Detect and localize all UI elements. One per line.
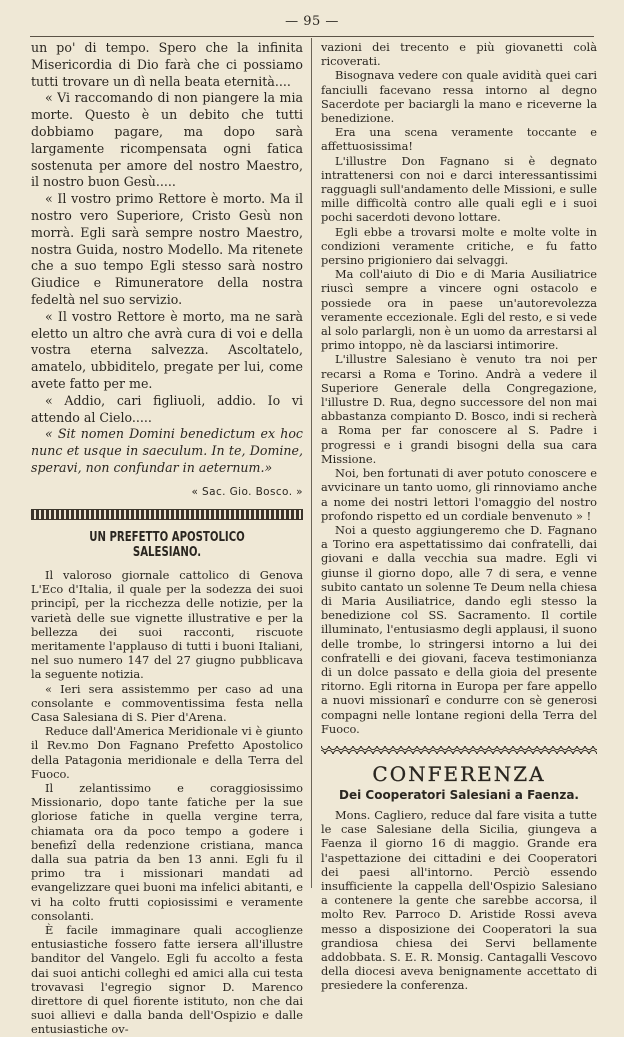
article-paragraph: Ma coll'aiuto di Dio e di Maria Ausiliatrice riuscì sempre a vincere ogni ostacolo e possiede ora in paese un'autorevolezza veramente eccezionale. Egli del resto, e si vede al solo parlargli, non è un uomo da arrestarsi al primo intoppo, nè da lasciarsi intimorire.: [321, 267, 597, 353]
conference-text: [321, 808, 597, 993]
section-paragraph: È facile immaginare quali accoglienze entusiastiche fossero fatte iersera all'illustre banditor del Vangelo. Egli fu accolto a festa dai suoi antichi colleghi ed amici alla cui testa trovavasi l'egregio signor D. Marenco direttore di quel fiorente istituto, non che dai suoi allievi e dalla banda dell'Ospizio e dalle entusiastiche ov-: [31, 923, 303, 1037]
letter-text: [31, 40, 303, 477]
letter-signature: « Sac. Gio. Bosco. »: [191, 485, 303, 498]
right-column: [321, 40, 597, 993]
article-paragraph: vazioni dei trecento e più giovanetti colà ricoverati.: [321, 40, 597, 69]
article-paragraph: L'illustre Don Fagnano si è degnato intrattenersi con noi e darci interessantissimi ragguagli sull'andamento delle Missioni, e sulle mille difficoltà contro alle quali egli e i suoi pochi sacerdoti devono lottare.: [321, 153, 597, 225]
conference-title: CONFERENZA: [372, 761, 546, 786]
letter-paragraph: « Vi raccomando di non piangere la mia morte. Questo è un debito che tutti dobbiamo pagare, ma dopo sarà largamente ricompensata ogni fatica sostenuta per amore del nostro Maestro, il nostro buon Gesù.....: [31, 90, 303, 190]
ornamental-divider: [31, 509, 303, 520]
article-paragraph: Bisognava vedere con quale avidità quei cari fanciulli facevano ressa intorno al degno Sacerdote per baciargli la mano e riceverne la benedizione.: [321, 68, 597, 126]
article-paragraph: Era una scena veramente toccante e affettuosissima!: [321, 125, 597, 154]
letter-paragraph: « Il vostro Rettore è morto, ma ne sarà eletto un altro che avrà cura di voi e della vostra eterna salvezza. Ascoltatelo, amatelo, ubbiditelo, pregate per lui, come avete fatto per me.: [31, 308, 303, 391]
left-column: [31, 40, 303, 1037]
section-paragraph: « Ieri sera assistemmo per caso ad una consolante e commoventissima festa nella Casa Salesiana di S. Pier d'Arena.: [31, 681, 303, 724]
article-paragraph: Egli ebbe a trovarsi molte e molte volte in condizioni veramente critiche, e fu fatto persino prigioniero dai selvaggi.: [321, 224, 597, 268]
letter-paragraph: « Il vostro primo Rettore è morto. Ma il nostro vero Superiore, Cristo Gesù non morrà. Egli sarà sempre nostro Maestro, nostra Guida, nostro Modello. Ma ritenete che a suo tempo Egli stesso sarà nostro Giudice e Rimuneratore della nostra fedeltà nel suo servizio.: [31, 191, 303, 307]
latin-quote: « Sit nomen Domini benedictum ex hoc nunc et usque in saeculum. In te, Domine, speravi, non confundar in aeternum.»: [31, 426, 303, 475]
article-paragraph: Noi, ben fortunati di aver potuto conoscere e avvicinare un tanto uomo, gli rinnoviamo anche a nome dei nostri lettori l'omaggio del nostro profondo rispetto ed un cordiale benvenuto » !: [321, 466, 597, 523]
section-paragraph: Il zelantissimo e coraggiosissimo Missionario, dopo tante fatiche per la sue gloriose fatiche in quella vergine terra, chiamata ora da poco tempo a godere i benefizî della redenzione cristiana, manca dalla sua patria da ben 13 anni. Egli fu il primo tra i missionari mandati ad evangelizzare quei buoni ma infelici abitanti, e vi ha colto frutti copiosissimi e veramente consolanti.: [31, 780, 303, 923]
letter-paragraph: un po' di tempo. Spero che la infinita Misericordia di Dio farà che ci possiamo tutti trovare un dì nella beata eternità....: [31, 40, 303, 89]
header-rule: [30, 36, 594, 37]
section-paragraph: Reduce dall'America Meridionale vi è giunto il Rev.mo Don Fagnano Prefetto Apostolico della Patagonia meridionale e della Terra del Fuoco.: [31, 724, 303, 781]
article-paragraph: L'illustre Salesiano è venuto tra noi per recarsi a Roma e Torino. Andrà a vedere il Superiore Generale della Congregazione, l'illustre D. Rua, degno successore del non mai abbastanza compianto D. Bosco, indi si recherà a Roma per far conoscere al S. Padre i progressi e i grandi bisogni della sua cara Missione.: [321, 352, 597, 466]
article-paragraph: Noi a questo aggiungeremo che D. Fagnano a Torino era aspettatissimo dai confratelli, dai giovani e dalla vecchia sua madre. Egli vi giunse il giorno dopo, alle 7 di sera, e venne subito cantato un solenne Te Deum nella chiesa di Maria Ausiliatrice, dando egli stesso la benedizione col SS. Sacramento. Il cortile illuminato, l'entusiasmo degli applausi, il suono delle trombe, lo stringersi intorno a lui dei confratelli e dei giovani, faceva testimonianza di un dolce passato e della gioia del presente ritorno. Egli ritorna in Europa per fare appello a nuovi missionarî e condurre con sè generosi compagni nelle lontane regioni della Terra del Fuoco.: [321, 522, 597, 736]
letter-paragraph: « Addio, cari figliuoli, addio. Io vi attendo al Cielo.....: [31, 392, 303, 425]
wavy-divider: [321, 746, 597, 754]
section-text: [31, 568, 303, 1037]
conference-subtitle: Dei Cooperatori Salesiani a Faenza.: [339, 787, 579, 802]
article-continuation: [321, 40, 597, 736]
page-number: — 95 —: [285, 14, 339, 29]
section-heading: UN PREFETTO APOSTOLICO SALESIANO.: [89, 529, 245, 560]
section-paragraph: Il valoroso giornale cattolico di Genova L'Eco d'Italia, il quale per la sodezza dei suoi principî, per la ricchezza delle notizie, per la varietà delle sue vignette illustrative e per la bellezza dei suoi racconti, riscuote meritamente l'applauso di tutti i buoni Italiani, nel suo numero 147 del 27 giugno pubblicava la seguente notizia.: [31, 567, 303, 682]
column-divider: [311, 38, 312, 888]
conference-paragraph: Mons. Cagliero, reduce dal fare visita a tutte le case Salesiane della Sicilia, giungeva a Faenza il giorno 16 di maggio. Grande era l'aspettazione dei cittadini e dei Cooperatori dei paesi all'intorno. Perciò essendo insufficiente la cappella dell'Ospizio Salesiano a contenere la gente che sarebbe accorsa, il molto Rev. Parroco D. Aristide Rossi aveva messo a disposizione dei Cooperatori la sua grandiosa chiesa dei Servi bellamente addobbata. S. E. R. Monsig. Cantagalli Vescovo della diocesi aveva benignamente accettato di presiedere la conferenza.: [321, 807, 597, 993]
